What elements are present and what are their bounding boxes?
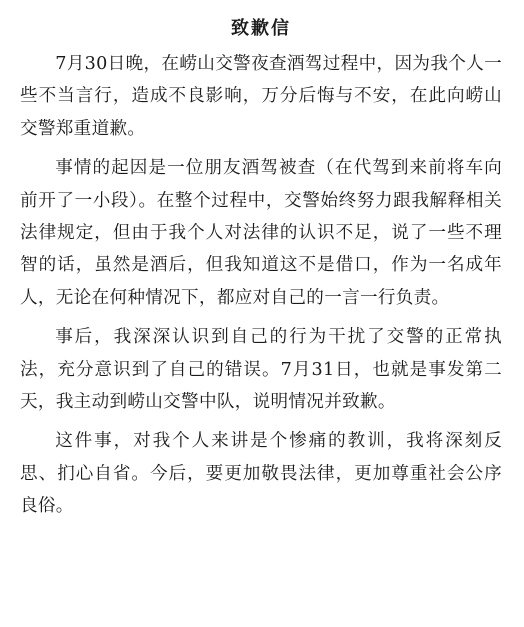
letter-paragraph-2: 事情的起因是一位朋友酒驾被查（在代驾到来前将车向前开了一小段）。在整个过程中，交警始终努力跟我解释相关法律规定，但由于我个人对法律的认识不足，说了一些不理智的话，虽然是酒后，但我知道这不是借口，作为一名成年人，无论在何种情况下，都应对自己的一言一行负责。 — [20, 158, 502, 308]
letter-paragraph-1: 7月30日晚，在崂山交警夜查酒驾过程中，因为我个人一些不当言行，造成不良影响，万分后悔与不安，在此向崂山交警郑重道歉。 — [20, 54, 502, 139]
letter-title: 致歉信 — [231, 18, 291, 39]
letter-paragraph-3: 事后，我深深认识到自己的行为干扰了交警的正常执法，充分意识到了自己的错误。7月31日，也就是事发第二天，我主动到崂山交警中队，说明情况并致歉。 — [20, 327, 502, 413]
letter-paragraph-4: 这件事，对我个人来讲是个惨痛的教训，我将深刻反思、扪心自省。今后，要更加敬畏法律，更加尊重社会公序良俗。 — [20, 431, 502, 517]
